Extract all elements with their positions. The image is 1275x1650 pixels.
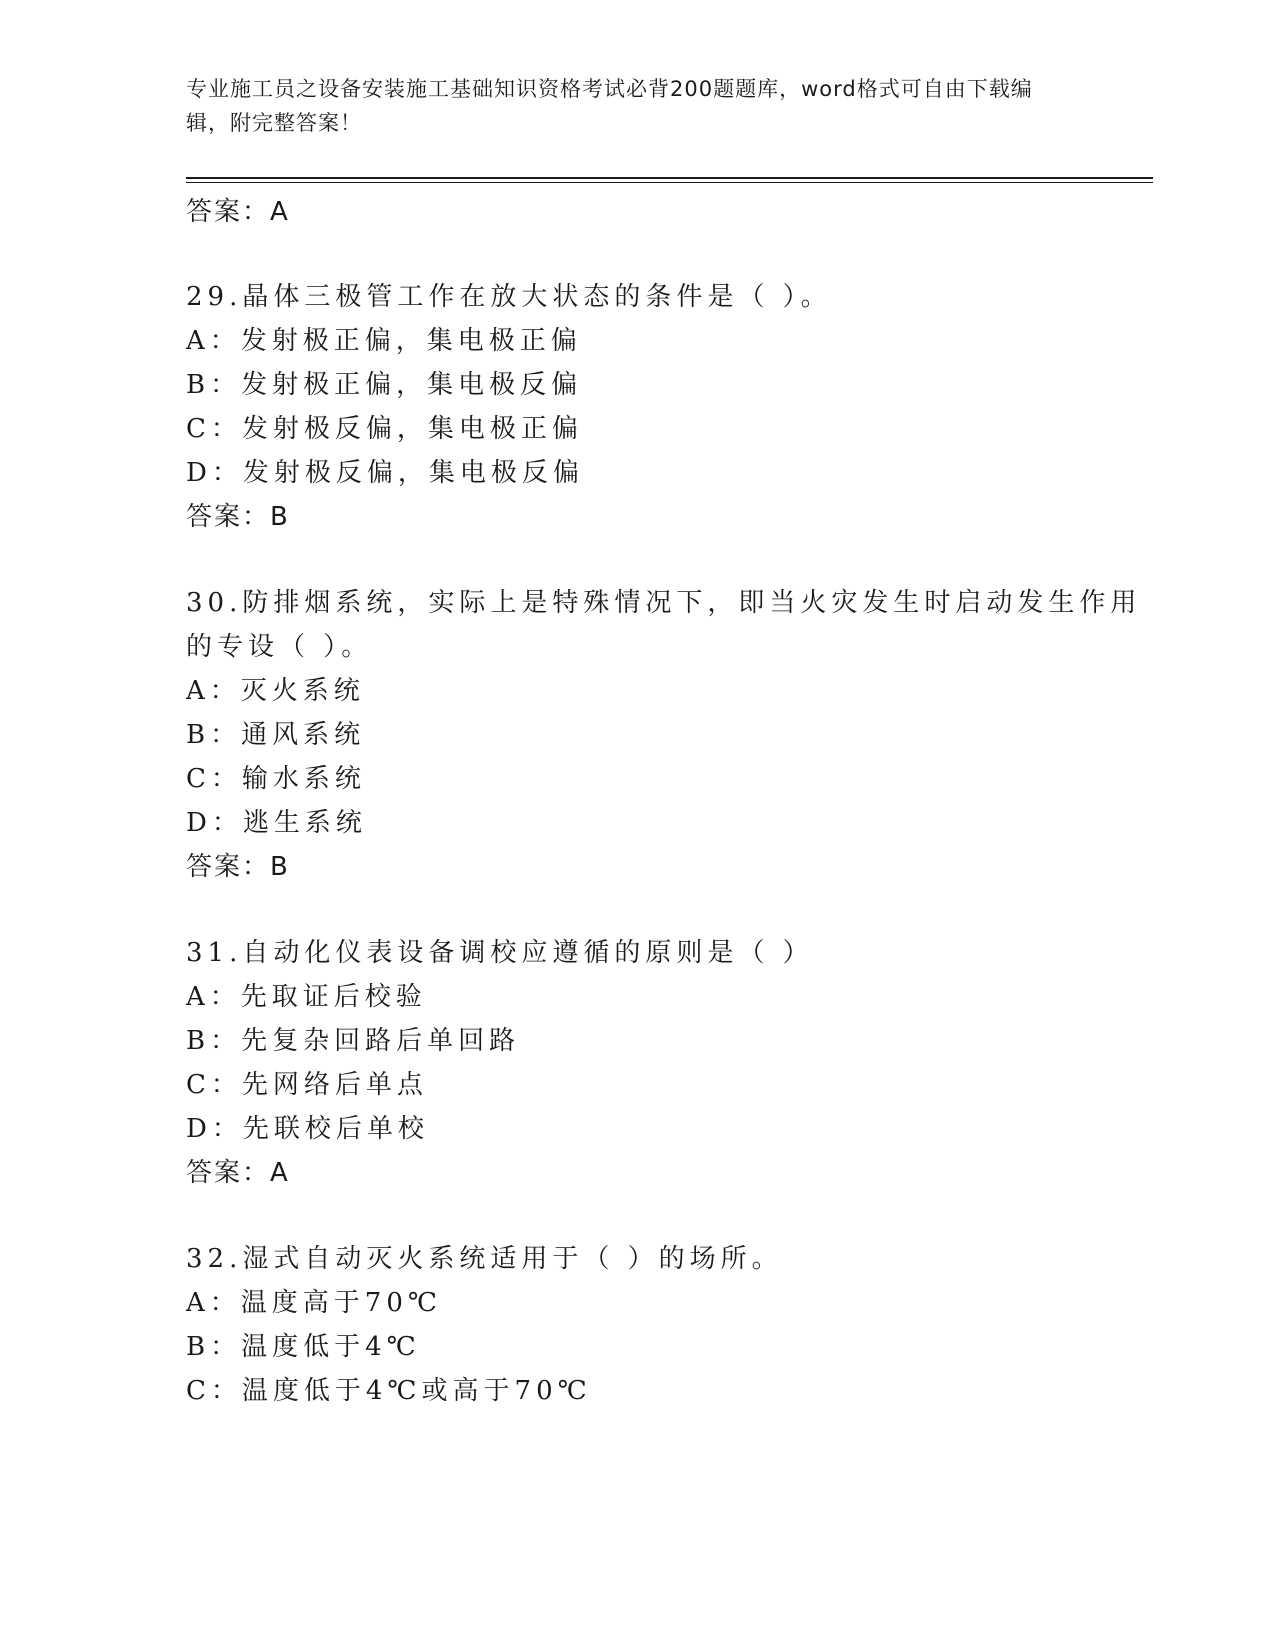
question-31-option-c: C：先网络后单点 xyxy=(186,1070,428,1100)
question-30-stem-continued: 的专设（ ）。 xyxy=(186,632,373,662)
document-header: 专业施工员之设备安装施工基础知识资格考试必背200题题库，word格式可自由下载编辑，附完整答案！ xyxy=(186,77,1033,135)
question-29-answer: 答案：B xyxy=(186,502,290,532)
question-31-answer: 答案：A xyxy=(186,1158,290,1188)
question-32-option-c: C：温度低于4℃或高于70℃ xyxy=(186,1376,592,1406)
question-31-option-a: A：先取证后校验 xyxy=(186,982,427,1012)
question-29-stem: 29.晶体三极管工作在放大状态的条件是（ ）。 xyxy=(186,282,832,312)
question-29-option-c: C：发射极反偏，集电极正偏 xyxy=(186,414,583,444)
question-30-option-b: B：通风系统 xyxy=(186,720,366,750)
question-30-option-c: C：输水系统 xyxy=(186,764,366,794)
question-29-option-d: D：发射极反偏，集电极反偏 xyxy=(186,458,584,488)
header-divider xyxy=(186,177,1153,179)
question-30-option-d: D：逃生系统 xyxy=(186,808,367,838)
previous-answer: 答案：A xyxy=(186,197,290,227)
question-32-option-b: B：温度低于4℃ xyxy=(186,1332,421,1362)
question-31-stem: 31.自动化仪表设备调校应遵循的原则是（ ） xyxy=(186,938,814,968)
question-31-option-d: D：先联校后单校 xyxy=(186,1114,429,1144)
question-31-option-b: B：先复杂回路后单回路 xyxy=(186,1026,521,1056)
question-32-stem: 32.湿式自动灭火系统适用于（ ）的场所。 xyxy=(186,1244,783,1274)
question-30-option-a: A：灭火系统 xyxy=(186,676,365,706)
question-30-stem: 30.防排烟系统，实际上是特殊情况下，即当火灾发生时启动发生作用 xyxy=(186,588,1142,618)
question-29-option-b: B：发射极正偏，集电极反偏 xyxy=(186,370,583,400)
question-29-option-a: A：发射极正偏，集电极正偏 xyxy=(186,326,582,356)
question-32-option-a: A：温度高于70℃ xyxy=(186,1288,442,1318)
question-30-answer: 答案：B xyxy=(186,852,290,882)
header-divider-thin xyxy=(186,182,1153,183)
